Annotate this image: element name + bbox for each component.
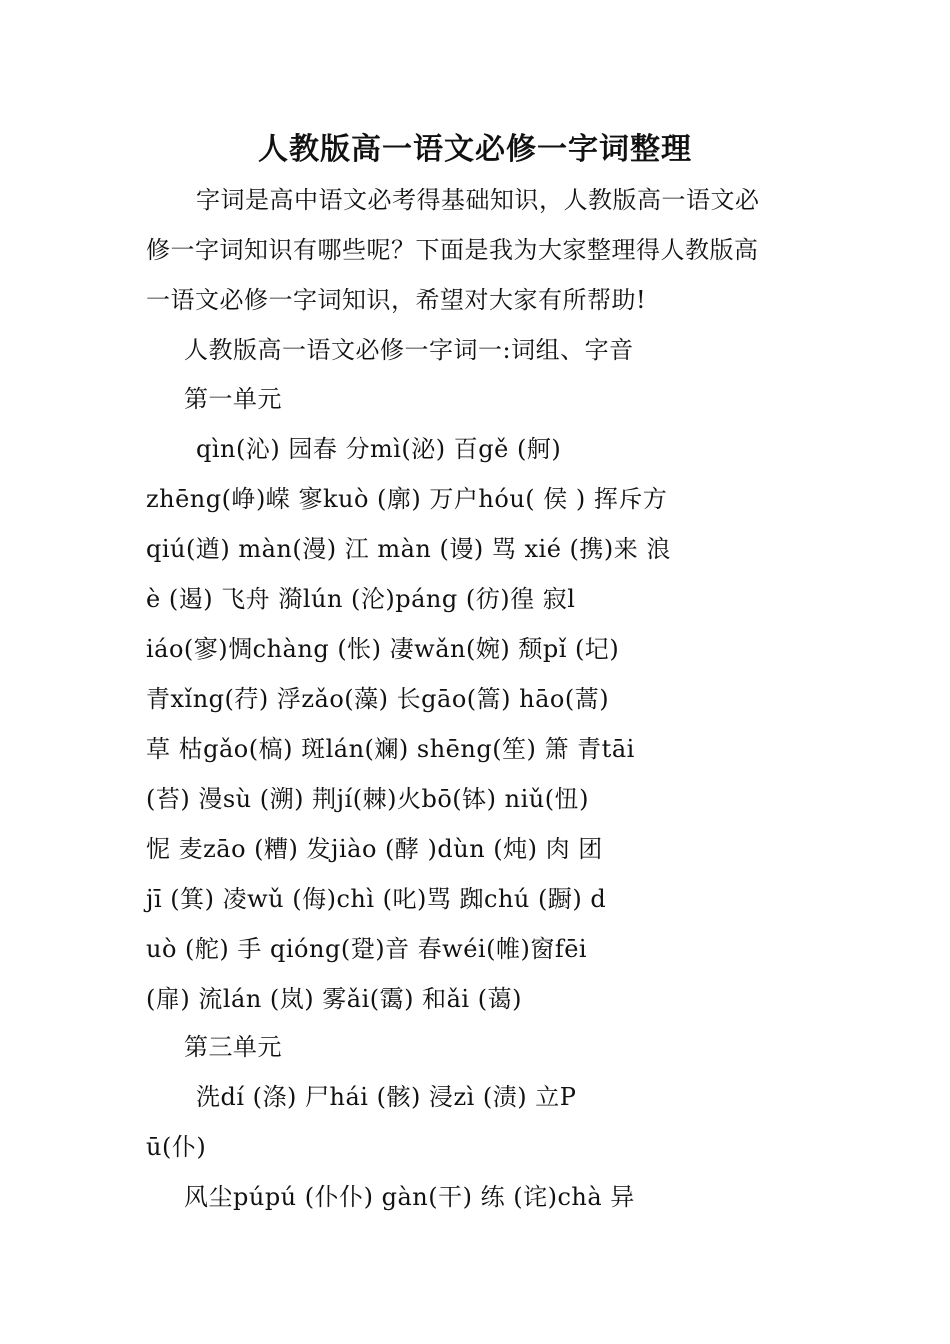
unit-heading-3: 第三单元 <box>184 1033 282 1061</box>
vocab-line-10: jī (箕) 凌wǔ (侮)chì (叱)骂 踟chú (蹰) d <box>146 885 607 913</box>
vocab-line-13: 洗dí (涤) 尸hái (骸) 浸zì (渍) 立P <box>196 1083 577 1111</box>
vocab-line-7: 草 枯gǎo(槁) 斑lán(斓) shēng(笙) 箫 青tāi <box>146 735 635 763</box>
vocab-line-9: 怩 麦zāo (糟) 发jiào (酵 )dùn (炖) 肉 团 <box>146 835 603 863</box>
vocab-line-12: (扉) 流lán (岚) 雾ǎi(霭) 和ǎi (蔼) <box>146 985 522 1013</box>
intro-line-1: 字词是高中语文必考得基础知识，人教版高一语文必 <box>196 186 760 214</box>
vocab-line-2: zhēng(峥)嵘 寥kuò (廓) 万户hóu( 侯 ) 挥斥方 <box>146 485 668 513</box>
vocab-line-4: è (遏) 飞舟 漪lún (沦)páng (彷)徨 寂l <box>146 585 576 613</box>
vocab-line-1: qìn(沁) 园春 分mì(泌) 百gě (舸) <box>196 435 562 463</box>
unit-heading-1: 第一单元 <box>184 385 282 413</box>
intro-line-2: 修一字词知识有哪些呢？下面是我为大家整理得人教版高 <box>146 236 759 264</box>
section-heading: 人教版高一语文必修一字词一:词组、字音 <box>184 336 634 364</box>
vocab-line-8: (苔) 漫sù (溯) 荆jí(棘)火bō(钵) niǔ(忸) <box>146 785 589 813</box>
vocab-line-5: iáo(寥)惆chàng (怅) 凄wǎn(婉) 颓pǐ (圮) <box>146 635 620 663</box>
vocab-line-3: qiú(遒) màn(漫) 江 màn (谩) 骂 xié (携)来 浪 <box>146 535 671 563</box>
vocab-line-14: ū(仆) <box>146 1133 207 1161</box>
vocab-line-15: 风尘púpú (仆仆) gàn(干) 练 (诧)chà 异 <box>184 1183 635 1211</box>
vocab-line-6: 青xǐng(荇) 浮zǎo(藻) 长gāo(篙) hāo(蒿) <box>146 685 610 713</box>
intro-line-3: 一语文必修一字词知识，希望对大家有所帮助! <box>146 286 647 314</box>
document-title: 人教版高一语文必修一字词整理 <box>258 132 692 167</box>
vocab-line-11: uò (舵) 手 qióng(跫)音 春wéi(帷)窗fēi <box>146 935 588 963</box>
